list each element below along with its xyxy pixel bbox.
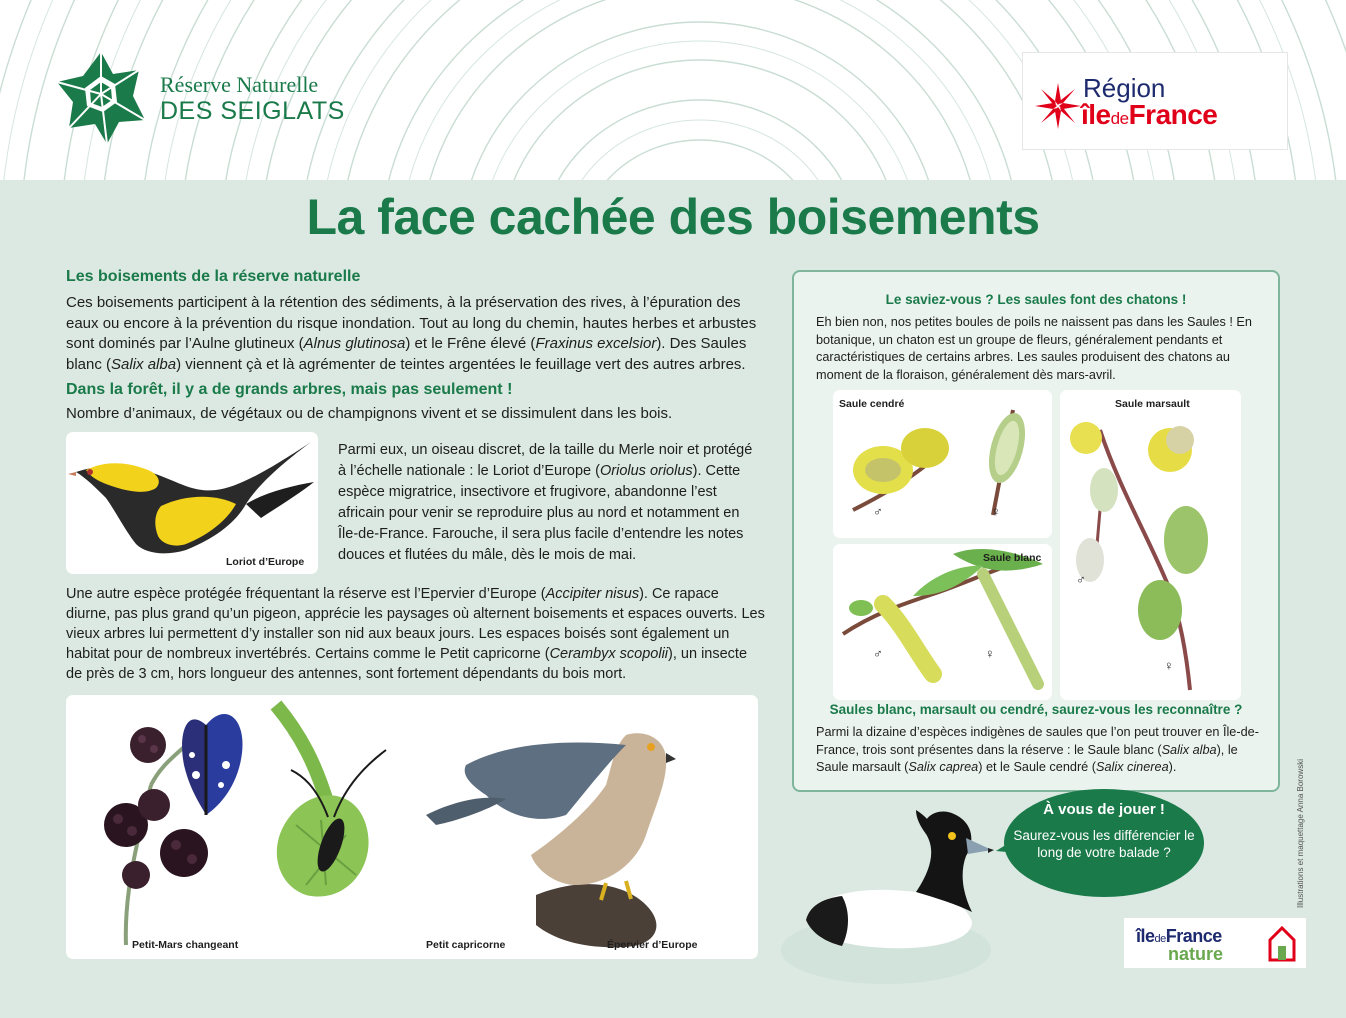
reserve-naturelle-logo bbox=[55, 50, 355, 150]
latin-epervier: Accipiter nisus bbox=[545, 586, 640, 602]
epervier-text bbox=[66, 584, 766, 684]
section1-heading: Les boisements de la réserve naturelle bbox=[66, 268, 361, 285]
latin-alba: Salix alba bbox=[1161, 742, 1217, 757]
section1-text bbox=[66, 293, 766, 375]
info-text2-a: Parmi la dizaine d’espèces indigènes de saules que l’on peut trouver en Île-de-France, trois sont présentes dans la réserve : le Saule blanc ( bbox=[816, 725, 1259, 757]
caption-papillon: Petit-Mars changeant bbox=[132, 939, 239, 951]
caption-epervier: Épervier d’Europe bbox=[607, 939, 698, 951]
info-title2: Saules blanc, marsault ou cendré, saurez-vous les reconnaître ? bbox=[829, 702, 1243, 717]
male-symbol: ♂ bbox=[873, 646, 883, 661]
epervier-text-c: ), un insecte de près de 3 cm, hors longueur des antennes, sont fortement dépendants du bois mort. bbox=[66, 646, 748, 682]
idf-nature-house-icon bbox=[1268, 926, 1298, 962]
latin-frene: Fraxinus excelsior bbox=[535, 335, 657, 352]
saule-cendre-illustration bbox=[833, 390, 1052, 538]
loriot-card bbox=[66, 432, 318, 574]
saule-blanc-illustration bbox=[833, 544, 1052, 700]
epervier-text-a: Une autre espèce protégée fréquentant la réserve est l’Epervier d’Europe ( bbox=[66, 586, 546, 602]
caption-capricorne: Petit capricorne bbox=[426, 939, 506, 951]
leaf-beetle-icon bbox=[276, 705, 386, 897]
reserve-logo-line2: DES SEIGLATS bbox=[160, 97, 345, 125]
female-symbol: ♀ bbox=[985, 646, 995, 661]
region-logo-de: de bbox=[1110, 109, 1129, 128]
animals-card bbox=[66, 695, 758, 959]
section1-text-a: Ces boisements participent à la rétention des sédiments, à la préservation des rives, à l’épuration des eaux ou encore à la prévention du risque inondation. Tout au long du chemin, hautes herbes et arbustes sont dominés par l’Aulne glutineux ( bbox=[66, 294, 757, 352]
duck-illustration bbox=[776, 800, 1006, 1000]
female-symbol: ♀ bbox=[991, 504, 1001, 519]
butterfly-icon bbox=[182, 714, 242, 815]
female-symbol: ♀ bbox=[1164, 658, 1174, 673]
saule-marsault-illustration bbox=[1060, 390, 1241, 700]
saules-info-box bbox=[792, 270, 1280, 792]
region-idf-logo bbox=[1022, 52, 1288, 150]
saule-marsault-card bbox=[1060, 390, 1241, 700]
info-title1: Le saviez-vous ? Les saules font des chatons ! bbox=[885, 292, 1187, 307]
region-logo-line2 bbox=[1081, 99, 1217, 131]
loriot-text bbox=[338, 440, 758, 566]
page-title: La face cachée des boisements bbox=[306, 189, 1040, 245]
section2-intro: Nombre d’animaux, de végétaux ou de champignons vivent et se dissimulent dans les bois. bbox=[66, 405, 673, 422]
latin-saule: Salix alba bbox=[111, 355, 177, 373]
section1-text-d: ) viennent çà et là agrémenter de teintes argentées le feuillage vert des autres arbres. bbox=[176, 355, 746, 373]
idf-nature-line2: nature bbox=[1168, 944, 1224, 964]
caption-marsault: Saule marsault bbox=[1115, 398, 1190, 410]
idf-nature-ile: île bbox=[1136, 926, 1155, 946]
latin-aulne: Alnus glutinosa bbox=[303, 335, 406, 352]
region-logo-france: France bbox=[1128, 99, 1218, 130]
region-logo-line1: Région bbox=[1083, 73, 1166, 103]
idf-nature-logo bbox=[1124, 918, 1306, 968]
loriot-text-a: Parmi eux, un oiseau discret, de la taille du Merle noir et protégé à l’échelle nationale : le Loriot d’Europe ( bbox=[338, 442, 753, 479]
illustration-credit: Illustrations et maquettage Anna Borowski bbox=[1296, 759, 1305, 908]
latin-caprea: Salix caprea bbox=[908, 760, 979, 774]
bubble-title: À vous de jouer ! bbox=[1043, 801, 1165, 818]
male-symbol: ♂ bbox=[873, 504, 883, 519]
saule-cendre-card bbox=[833, 390, 1052, 538]
caption-blanc: Saule blanc bbox=[983, 552, 1042, 564]
animals-illustration bbox=[66, 695, 758, 959]
header bbox=[0, 0, 1346, 180]
info-text1: Eh bien non, nos petites boules de poils ne naissent pas dans les Saules ! En botanique, un chaton est un groupe de fleurs, généralement pendants et caractéristiques de certains arbres. Les saules produisent des chatons au moment de la floraison, généralement dès mars-avril. bbox=[816, 315, 1252, 382]
speech-bubble bbox=[996, 787, 1210, 901]
section1-text-c: ). Des Saules blanc ( bbox=[66, 335, 747, 373]
reserve-logo-line1: Réserve Naturelle bbox=[160, 72, 319, 97]
loriot-caption: Loriot d’Europe bbox=[226, 556, 305, 568]
loriot-text-b: ). Cette espèce migratrice, insectivore et frugivore, abandonne l’est africain pour venir se reproduire plus au nord et notamment en Île-de-France. Farouche, il sera plus facile d’entendre les notes douces et flutées du mâle, dès le mois de mai. bbox=[338, 463, 744, 563]
section1-text-b: ) et le Frêne élevé ( bbox=[405, 335, 536, 352]
male-symbol: ♂ bbox=[1076, 572, 1086, 587]
idf-nature-france: France bbox=[1165, 926, 1222, 946]
region-logo-ile: île bbox=[1081, 99, 1111, 130]
info-text2-c: ) et le Saule cendré ( bbox=[978, 760, 1096, 774]
idf-nature-de: de bbox=[1154, 933, 1166, 945]
loriot-illustration bbox=[66, 432, 318, 574]
info-text2-d: ). bbox=[1168, 760, 1177, 774]
sparrowhawk-icon bbox=[426, 733, 676, 947]
caption-cendre: Saule cendré bbox=[839, 398, 905, 410]
bubble-text: Saurez-vous les différencier le long de votre balade ? bbox=[1013, 828, 1195, 860]
info-text2-b: ), le Saule marsault ( bbox=[816, 742, 1238, 774]
section2-heading: Dans la forêt, il y a de grands arbres, mais pas seulement ! bbox=[66, 381, 513, 398]
region-star-icon bbox=[1033, 81, 1083, 131]
latin-cinerea: Salix cinerea bbox=[1095, 760, 1169, 774]
info-text2 bbox=[816, 724, 1264, 777]
epervier-text-b: ). Ce rapace diurne, pas plus grand qu’un pigeon, apprécie les paysages où alternent boisements et espaces ouverts. Les vieux arbres lui permettent d’y installer son nid aux beaux jours. Les espaces boisés sont également un habitat pour de nombreux invertébrés. Certains comme le Petit capricorne ( bbox=[66, 586, 765, 662]
latin-capricorne: Cerambyx scopolii bbox=[549, 646, 669, 662]
reserve-star-icon bbox=[55, 50, 147, 146]
latin-loriot: Oriolus oriolus bbox=[599, 463, 693, 479]
saule-blanc-card bbox=[833, 544, 1052, 700]
